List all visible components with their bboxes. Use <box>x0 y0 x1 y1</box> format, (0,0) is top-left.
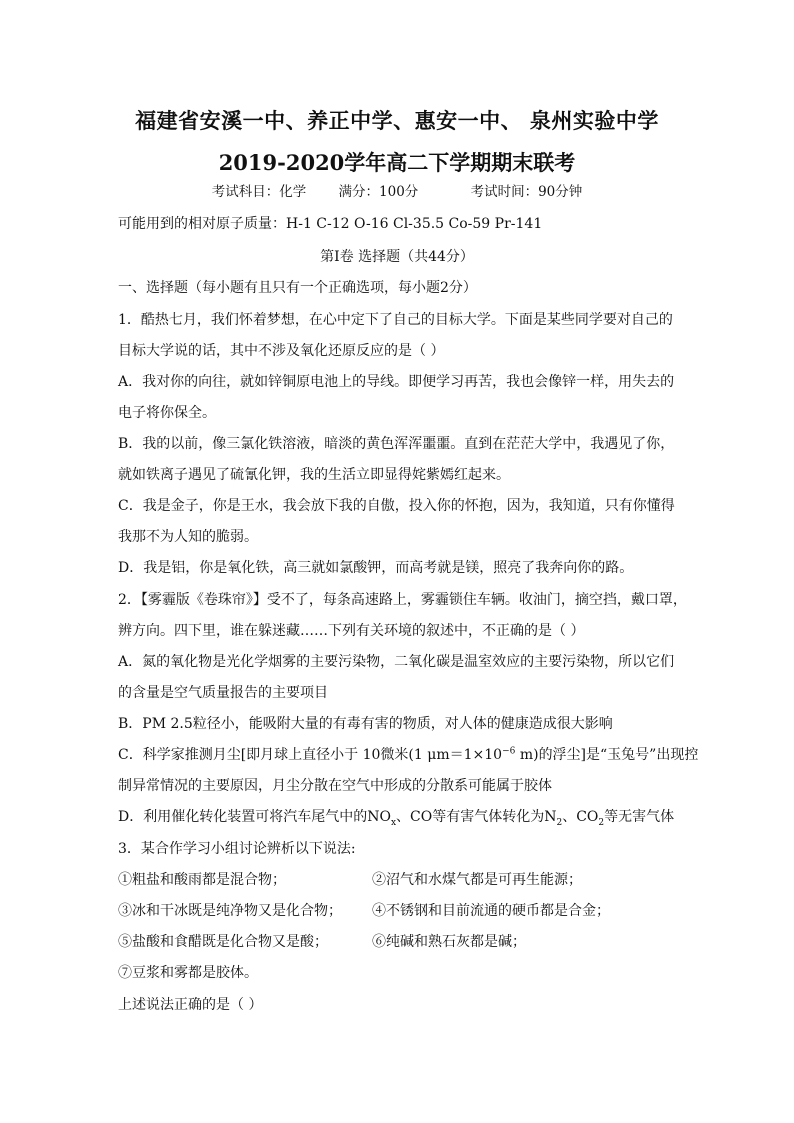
q1-stem-line1: 1．酷热七月，我们怀着梦想，在心中定下了自己的目标大学。下面是某些同学要对自己的 <box>118 312 673 328</box>
q1-option-a-line2: 电子将你保全。 <box>118 405 216 421</box>
q3-item-5: ⑤盐酸和食醋既是化合物又是酸； <box>118 934 328 950</box>
q2-d-sub-co2: 2 <box>598 817 605 828</box>
exam-title-schools: 福建省安溪一中、养正中学、惠安一中、 泉州实验中学 <box>135 108 659 133</box>
q1-option-b-line2: 就如铁离子遇见了硫氰化钾，我的生活立即显得姹紫嫣红起来。 <box>118 467 510 483</box>
q2-d-text-d: 等无害气体 <box>604 809 675 825</box>
q3-item-4: ④不锈钢和目前流通的硬币都是合金； <box>372 903 610 919</box>
q2-c-exponent: −6 <box>502 746 516 757</box>
exam-subject: 考试科目：化学 <box>211 184 307 200</box>
q1-stem-line2: 目标大学说的话，其中不涉及氧化还原反应的是（ ） <box>118 343 445 359</box>
q2-c-text-a: C．科学家推测月尘[即月球上直径小于 10微米(1 μm＝1×10 <box>118 747 503 763</box>
exam-title-term: 2019-2020学年高二下学期期末联考 <box>218 150 576 175</box>
section-title: 第Ⅰ卷 选择题（共44分） <box>320 249 474 265</box>
q1-option-a-line1: A．我对你的向往，就如锌铜原电池上的导线。即便学习再苦，我也会像锌一样，用失去的 <box>118 374 675 390</box>
q2-option-b-line1: B．PM 2.5粒径小，能吸附大量的有毒有害的物质，对人体的健康造成很大影响 <box>118 716 613 732</box>
q2-option-a-line2: 的含量是空气质量报告的主要项目 <box>118 685 328 701</box>
q3-item-1: ①粗盐和酸雨都是混合物； <box>118 872 286 888</box>
q2-option-c-line2: 制异常情况的主要原因，月尘分散在空气中形成的分散系可能属于胶体 <box>118 778 552 794</box>
section-instruction: 一、选择题（每小题有且只有一个正确选项，每小题2分） <box>118 280 477 296</box>
q3-stem: 3．某合作学习小组讨论辨析以下说法: <box>118 841 356 857</box>
q2-stem-line1: 2．【雾霾版《卷珠帘》】受不了，每条高速路上，雾霾锁住车辆。收油门，摘空挡，戴口罩， <box>118 592 687 608</box>
q1-option-d-line1: D．我是铝，你是氧化铁，高三就如氯酸钾，而高考就是镁，照亮了我奔向你的路。 <box>118 560 634 576</box>
q3-question: 上述说法正确的是（ ） <box>118 997 263 1013</box>
atomic-masses: 可能用到的相对原子质量：H-1 C-12 O-16 Cl-35.5 Co-59 Pr-141 <box>118 216 543 232</box>
q2-d-sub-x: x <box>390 817 397 828</box>
q3-item-3: ③冰和干冰既是纯净物又是化合物； <box>118 903 342 919</box>
q2-d-text-a: D．利用催化转化装置可将汽车尾气中的NO <box>118 809 391 825</box>
q1-option-b-line1: B．我的以前，像三氯化铁溶液，暗淡的黄色浑浑噩噩。直到在茫茫大学中，我遇见了你， <box>118 436 675 452</box>
q3-item-2: ②沼气和水煤气都是可再生能源； <box>372 872 582 888</box>
q3-item-7: ⑦豆浆和雾都是胶体。 <box>118 965 258 981</box>
q1-option-c-line2: 我那不为人知的脆弱。 <box>118 529 258 545</box>
q2-d-sub-n2: 2 <box>556 817 563 828</box>
exam-time: 考试时间：90分钟 <box>470 184 583 200</box>
q2-option-c-line1 <box>118 744 698 764</box>
q2-option-a-line1: A．氮的氧化物是光化学烟雾的主要污染物，二氧化碳是温室效应的主要污染物，所以它们 <box>118 654 675 670</box>
q2-stem-line2: 辨方向。四下里，谁在躲迷藏……下列有关环境的叙述中，不正确的是（ ） <box>118 623 585 639</box>
q2-c-text-b: m)的浮尘]是“玉兔号”出现控 <box>515 747 699 763</box>
q2-option-d-line1 <box>118 806 674 828</box>
q2-d-text-c: 、CO <box>562 809 599 825</box>
q2-d-text-b: 、CO等有害气体转化为N <box>396 809 557 825</box>
q3-item-6: ⑥纯碱和熟石灰都是碱； <box>372 934 526 950</box>
exam-meta <box>0 180 794 200</box>
exam-score: 满分：100分 <box>338 184 419 200</box>
q1-option-c-line1: C．我是金子，你是王水，我会放下我的自傲，投入你的怀抱，因为，我知道，只有你懂得 <box>118 498 675 514</box>
